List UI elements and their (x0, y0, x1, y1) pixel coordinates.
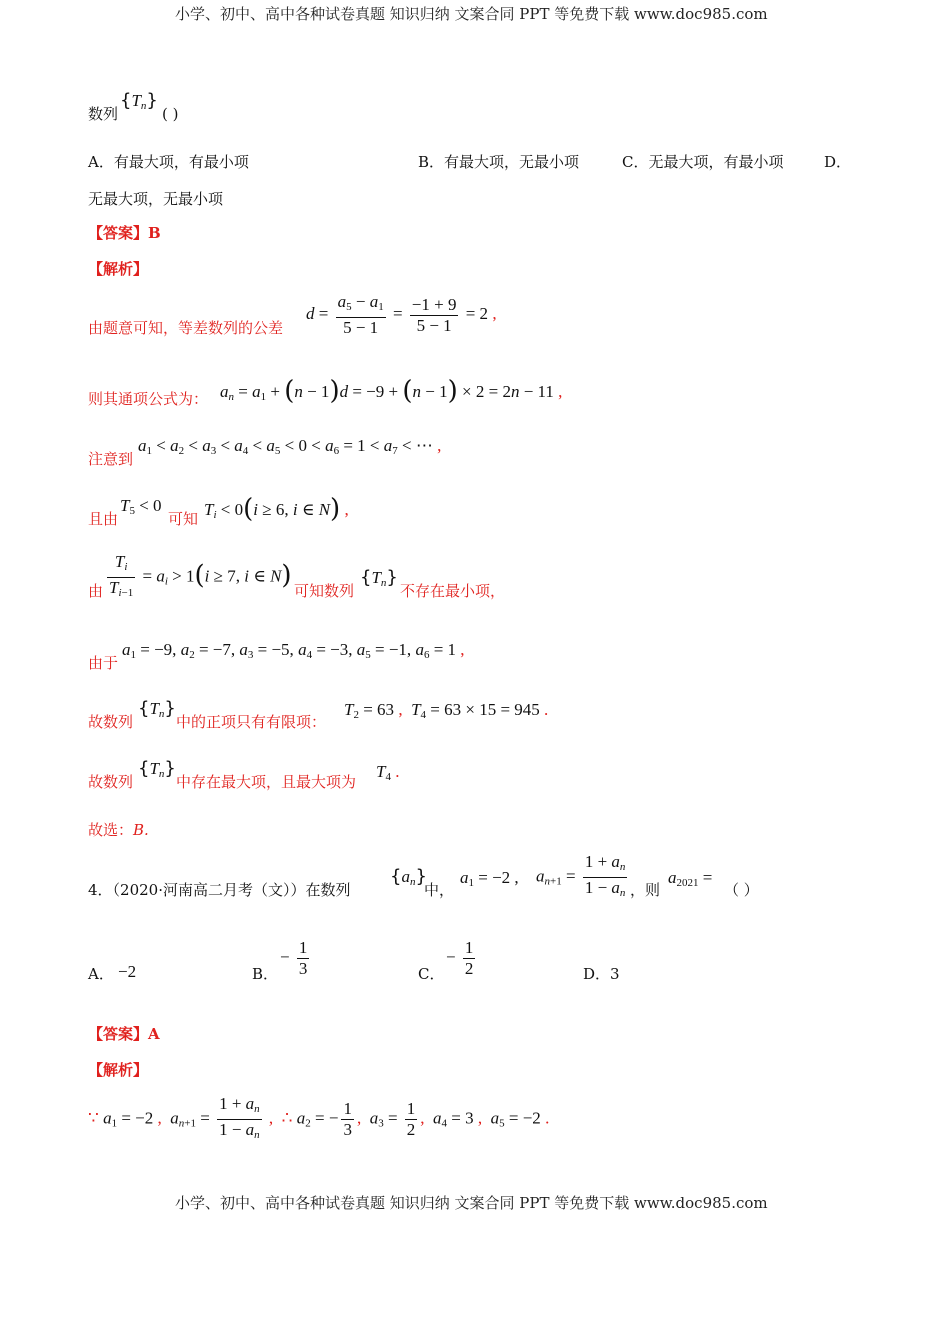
q3-step5-formula: $\frac{T_i}{T_{i-1}}$ = $a_i > 1(i \ge 7$, i ∈ N) (109, 552, 292, 599)
q3-option-d-text: 无最大项，无最小项 (88, 190, 224, 208)
q3-conclusion-text: 故选： (88, 821, 134, 839)
q4-option-c-value: − $\frac{1}{2}$ (446, 938, 474, 978)
q3-step7-text1: 故数列 (88, 713, 134, 731)
q3-step3-formula: $a_1 < a_2 < a_3 < a_4 < a_5 < 0 < a_6 = 1 < a_7$ < ⋯ , (138, 436, 442, 457)
q3-step5-text1: 由 (88, 582, 104, 600)
q4-stem-a1: $a_1 = -2$ , (460, 868, 519, 889)
q4-stem-mid: 中， (424, 881, 455, 899)
q4-option-b-label: B． (252, 965, 279, 983)
q3-analysis-label: 【解析】 (88, 260, 149, 278)
q3-step6-text: 由于 (88, 654, 119, 672)
q3-stem (88, 104, 118, 124)
q4-stem-then: ，则 (630, 881, 661, 899)
q3-stem-prefix: 数列 (88, 105, 119, 123)
q4-answer: 【答案】A (88, 1025, 160, 1043)
q3-step5-text3: 不存在最小项， (400, 582, 506, 600)
q4-option-a-label: A． (88, 965, 114, 983)
q3-step2-text: 则其通项公式为： (88, 390, 209, 408)
q4-option-a-value: −2 (118, 962, 137, 981)
q3-step4-text1: 且由 (88, 510, 119, 528)
q4-solution-line: ∵ $a_1 = -2$ , $a_{n+1}$ = $\frac{1 + a_n}{1 - a_n}$ , ∴ $a_2$ = − $\frac{1}{3}$ , $a_3$ = $\frac{1}{2}$ , $a_4 = 3$ , $a_5 = -2$ . (88, 1094, 550, 1141)
q3-step3-text: 注意到 (88, 450, 134, 468)
q3-option-c: C．无最大项，有最小项 (622, 153, 784, 171)
q3-conclusion-letter: B. (133, 821, 149, 839)
q3-answer: 【答案】B (88, 224, 161, 242)
q3-step2-formula: $a_n = a_1 + (n - 1)d = -9 + (n - 1) \times 2 = 2n - 11$ , (220, 376, 563, 406)
q3-step6-formula: $a_1 = -9$, $a_2 = -7$, $a_3 = -5$, $a_4 = -3$, $a_5 = -1$, $a_6 = 1$ , (122, 640, 465, 661)
q3-step1-text: 由题意可知，等差数列的公差 (88, 319, 284, 337)
q3-option-a: A．有最大项，有最小项 (88, 153, 249, 171)
q4-option-b-value: − $\frac{1}{3}$ (280, 938, 308, 978)
page-header: 小学、初中、高中各种试卷真题 知识归纳 文案合同 PPT 等免费下载 www.doc985.com (175, 5, 768, 23)
q3-step5-text2: 可知数列 (294, 582, 355, 600)
q3-step7-text2: 中的正项只有有限项： (176, 713, 327, 731)
q3-step8-sequence: $\{T_n\}$ (138, 758, 176, 780)
q3-option-d-label: D． (824, 153, 852, 171)
therefore-symbol: ∴ (281, 1108, 293, 1128)
q3-step4-text2: 可知 (168, 510, 199, 528)
q3-step4-formula2: $T_i < 0(i \ge 6$, i ∈ N) , (204, 494, 349, 524)
q3-step4-formula1: $T_5 < 0$ (120, 496, 162, 517)
q3-option-b: B．有最大项，无最小项 (418, 153, 580, 171)
q4-option-c-label: C． (418, 965, 445, 983)
q3-step8-text1: 故数列 (88, 773, 134, 791)
q4-stem-recurrence: $a_{n+1}$ = $\frac{1 + a_n}{1 - a_n}$ (536, 852, 626, 899)
q4-stem-target: $a_{2021}$ = (668, 868, 713, 889)
q3-step8-formula: $T_4$ . (376, 762, 400, 783)
q3-stem-paren: ( ) (162, 105, 179, 123)
q4-stem-sequence: $\{a_n\}$ (390, 866, 427, 888)
q4-option-d: D．3 (583, 965, 620, 983)
page-footer: 小学、初中、高中各种试卷真题 知识归纳 文案合同 PPT 等免费下载 www.doc985.com (175, 1194, 768, 1212)
q3-step7-formula: $T_2 = 63$ , $T_4 = 63 \times 15 = 945$ . (344, 700, 549, 721)
because-symbol: ∵ (88, 1108, 99, 1128)
q3-conclusion (88, 820, 149, 840)
q3-step5-sequence: $\{T_n\}$ (360, 567, 398, 589)
q4-stem: 4．（2020·河南高二月考（文））在数列 (88, 881, 351, 899)
q3-step8-text2: 中存在最大项，且最大项为 (176, 773, 357, 791)
q3-step7-sequence: $\{T_n\}$ (138, 698, 176, 720)
q3-step1-formula: d = $\frac{a_5 - a_1}{5 - 1}$ = $\frac{-1 + 9}{5 - 1}$ = 2 , (306, 292, 497, 337)
q4-analysis-label: 【解析】 (88, 1061, 149, 1079)
q3-stem-sequence: $\{T_n\}$ (120, 90, 158, 112)
q4-stem-paren: （ ） (724, 881, 759, 899)
